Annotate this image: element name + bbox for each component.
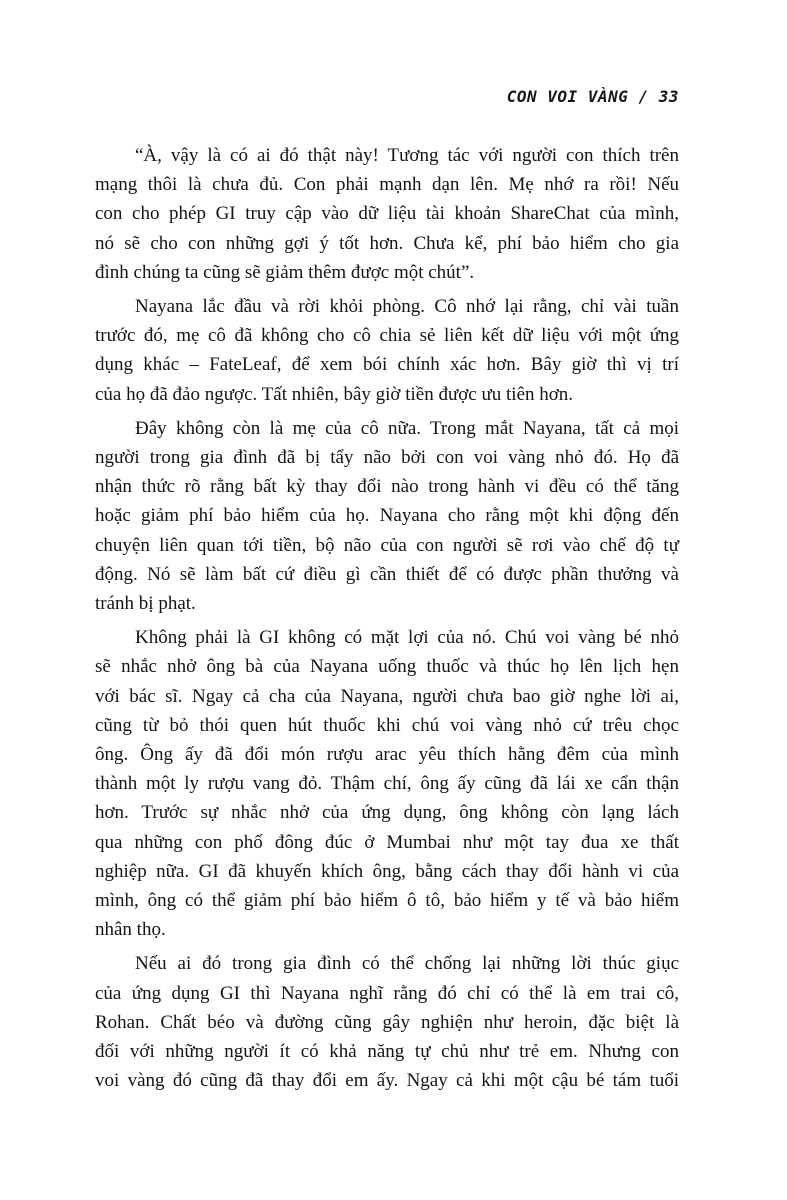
text-line: với bác sĩ. Ngay cả cha của Nayana, người chưa bao giờ nghe lời ai,: [95, 685, 679, 707]
text-line: nhận thức rõ rằng bất kỳ thay đổi nào trong hành vi đều có thể tăng: [95, 476, 679, 498]
paragraph: [95, 623, 679, 944]
page-body: [95, 141, 679, 1101]
text-line: nó sẽ cho con những gợi ý tốt hơn. Chưa kể, phí bảo hiểm cho gia: [95, 232, 679, 254]
text-line: của ứng dụng GI thì Nayana nghĩ rằng đó chỉ có thể là em trai cô,: [95, 982, 679, 1004]
text-line: động. Nó sẽ làm bất cứ điều gì cần thiết để có được phần thưởng và: [95, 563, 679, 585]
text-line: voi vàng đó cũng đã thay đổi em ấy. Ngay cả khi một cậu bé tám tuổi: [95, 1070, 679, 1092]
text-line: Nếu ai đó trong gia đình có thể chống lại những lời thúc giục: [135, 953, 679, 975]
text-line: sẽ nhắc nhở ông bà của Nayana uống thuốc và thúc họ lên lịch hẹn: [95, 656, 679, 678]
paragraph: [95, 292, 679, 409]
text-line: thành một ly rượu vang đỏ. Thậm chí, ông ấy cũng đã lái xe cẩn thận: [95, 773, 679, 795]
text-line: trước đó, mẹ cô đã không cho cô chia sẻ liên kết dữ liệu với một ứng: [95, 325, 679, 347]
text-line: con cho phép GI truy cập vào dữ liệu tài khoản ShareChat của mình,: [95, 203, 679, 225]
paragraph: [95, 141, 679, 287]
text-line: Rohan. Chất béo và đường cũng gây nghiện như heroin, đặc biệt là: [95, 1011, 679, 1033]
text-line: đình chúng ta cũng sẽ giảm thêm được một chút”.: [95, 261, 475, 283]
text-line: ông. Ông ấy đã đổi món rượu arac yêu thích hằng đêm của mình: [95, 744, 679, 766]
text-line: chuyện liên quan tới tiền, bộ não của con người sẽ rơi vào chế độ tự: [95, 534, 679, 556]
text-line: người trong gia đình đã bị tẩy não bởi con voi vàng nhỏ đó. Họ đã: [95, 447, 679, 469]
text-line: dụng khác – FateLeaf, để xem bói chính xác hơn. Bây giờ thì vị trí: [95, 354, 679, 376]
text-line: của họ đã đảo ngược. Tất nhiên, bây giờ tiền được ưu tiên hơn.: [95, 383, 574, 405]
paragraph: [95, 414, 679, 618]
text-line: hoặc giảm phí bảo hiểm của họ. Nayana cho rằng một khi động đến: [95, 505, 679, 527]
text-line: mạng thôi là chưa đủ. Con phải mạnh dạn lên. Mẹ nhớ ra rồi! Nếu: [95, 174, 679, 196]
text-line: Nayana lắc đầu và rời khỏi phòng. Cô nhớ lại rằng, chỉ vài tuần: [135, 296, 679, 318]
text-line: “À, vậy là có ai đó thật này! Tương tác với người con thích trên: [135, 145, 679, 166]
text-line: Không phải là GI không có mặt lợi của nó. Chú voi vàng bé nhỏ: [135, 627, 679, 649]
header-separator: /: [628, 87, 659, 106]
text-line: tránh bị phạt.: [95, 593, 196, 615]
page-header: [95, 87, 679, 106]
text-line: nghiệp nữa. GI đã khuyến khích ông, bằng cách thay đổi hành vi của: [95, 860, 679, 882]
text-line: cũng từ bỏ thói quen hút thuốc khi chú voi vàng nhỏ cứ trêu chọc: [95, 714, 679, 736]
paragraph: [95, 949, 679, 1095]
text-line: Đây không còn là mẹ của cô nữa. Trong mắt Nayana, tất cả mọi: [135, 417, 679, 439]
page-number: 33: [658, 87, 679, 106]
text-line: đối với những người ít có khả năng tự chủ như trẻ em. Nhưng con: [95, 1041, 679, 1063]
text-line: mình, ông có thể giảm phí bảo hiểm ô tô, bảo hiểm y tế và bảo hiểm: [95, 890, 679, 912]
text-line: hơn. Trước sự nhắc nhở của ứng dụng, ông không còn lạng lách: [95, 802, 679, 824]
text-line: nhân thọ.: [95, 919, 166, 941]
text-line: qua những con phố đông đúc ở Mumbai như một tay đua xe thất: [95, 831, 679, 853]
running-title: CON VOI VÀNG: [506, 87, 629, 106]
